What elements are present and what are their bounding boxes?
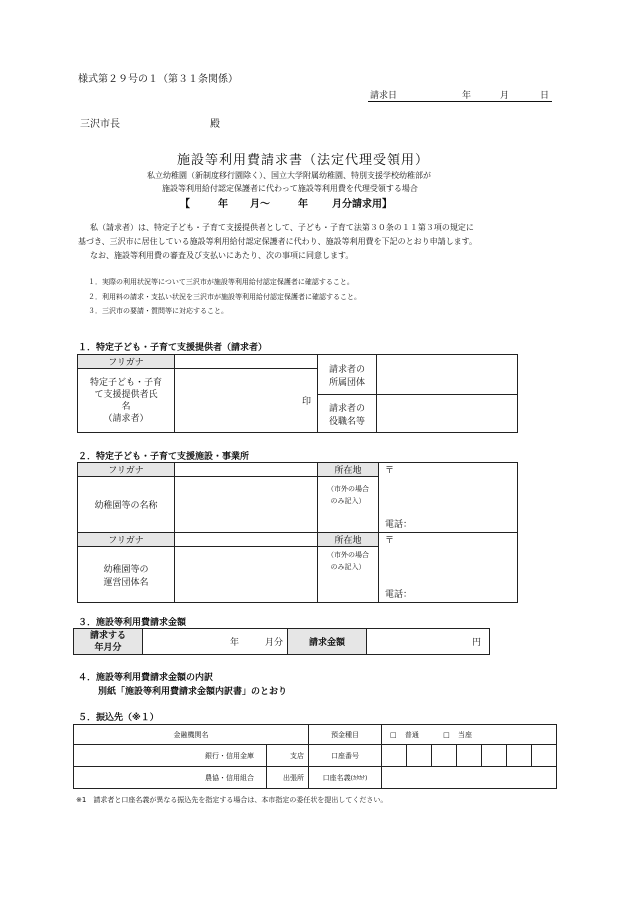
date-year: 年 <box>462 91 472 101</box>
subtitle-line-1: 私立幼稚園（新制度移行園除く）、国立大学附属幼稚園、特別支援学校幼稚部が <box>147 171 431 180</box>
section-4-heading: ４．施設等利用費請求金額の内訳 <box>78 673 214 683</box>
facility-furigana-field[interactable] <box>175 463 318 477</box>
outside-city-note: （市外の場合 のみ記入） <box>318 477 379 533</box>
document-title: 施設等利用費請求書（法定代理受領用） <box>177 153 430 168</box>
intro-line-2: 基づき、三沢市に居住している施設等利用給付認定保護者に代わり、施設等利用費を下記のとおり申請します。 <box>78 237 478 246</box>
provider-name-label: 特定子ども・子育 て支援提供者氏 名 （請求者） <box>78 369 175 433</box>
section-1-heading: １．特定子ども・子育て支援提供者（請求者） <box>78 343 268 353</box>
bank-table <box>73 724 557 789</box>
request-date-line <box>368 88 552 102</box>
org-field[interactable] <box>377 355 518 395</box>
bank-name-header: 金融機関名 <box>74 725 309 745</box>
operator-address-field[interactable] <box>379 533 518 603</box>
account-digit-box[interactable] <box>382 745 407 767</box>
section-2-heading: ２．特定子ども・子育て支援施設・事業所 <box>78 452 250 462</box>
amount-field[interactable] <box>367 629 490 655</box>
breakdown-note: 別紙「施設等利用費請求金額内訳書」のとおり <box>98 687 288 697</box>
agreement-item: ２．利用料の請求・支払い状況を三沢市が施設等利用給付認定保護者に確認すること。 <box>88 293 361 301</box>
operator-furigana-field[interactable] <box>175 533 318 547</box>
date-day: 日 <box>540 91 550 101</box>
agreement-item: ３．三沢市の要請・質問等に対応すること。 <box>88 307 228 315</box>
section-3-heading: ３．施設等利用費請求金額 <box>78 618 187 628</box>
account-digit-box[interactable] <box>507 745 532 767</box>
request-date-label: 請求日 <box>370 91 398 101</box>
facility-table <box>77 462 518 603</box>
facility-furigana-label: フリガナ <box>78 463 175 477</box>
provider-name-field[interactable] <box>175 369 318 433</box>
org-label: 請求者の 所属団体 <box>318 355 377 395</box>
yen-unit: 円 <box>471 638 481 648</box>
furigana-label: フリガナ <box>78 355 175 369</box>
office-label: 出張所 <box>267 767 309 789</box>
period-year-2: 年 <box>298 199 308 210</box>
provider-table <box>77 354 518 433</box>
operator-name-label: 幼稚園等の 運営団体名 <box>78 547 175 603</box>
deposit-type-options[interactable] <box>382 725 557 745</box>
amount-table <box>73 628 490 655</box>
facility-address-label: 所在地 <box>318 463 379 477</box>
billing-month-label: 請求する 年月分 <box>74 629 143 655</box>
current-label: 当座 <box>457 730 472 739</box>
billing-period <box>180 195 392 210</box>
account-name-field[interactable] <box>382 767 557 789</box>
period-open-bracket: 【 <box>180 199 190 210</box>
deposit-type-label: 預金種目 <box>309 725 382 745</box>
date-month: 月 <box>500 91 510 101</box>
account-name-label: 口座名義(ｶﾀｶﾅ) <box>309 767 382 789</box>
bank-type-label: 銀行・信用金庫 <box>74 745 267 767</box>
ordinary-label: 普通 <box>404 730 419 739</box>
furigana-field[interactable] <box>175 355 318 369</box>
branch-label: 支店 <box>267 745 309 767</box>
account-digit-box[interactable] <box>457 745 482 767</box>
period-month-2: 月分請求用】 <box>332 199 392 210</box>
section-5-heading: ５．振込先（※１） <box>78 713 159 723</box>
account-digit-box[interactable] <box>482 745 507 767</box>
operator-address-label: 所在地 <box>318 533 379 547</box>
current-checkbox[interactable]: □ <box>443 730 450 739</box>
account-digit-box[interactable] <box>407 745 432 767</box>
intro-line-1: 私（請求者）は、特定子ども・子育て支援提供者として、子ども・子育て法第３０条の１１第３項の規定に <box>90 223 474 232</box>
outside-city-note: （市外の場合 のみ記入） <box>318 547 379 603</box>
operator-phone-label: 電話： <box>385 590 413 600</box>
account-number-label: 口座番号 <box>309 745 382 767</box>
postal-mark: 〒 <box>385 466 395 476</box>
amount-label: 請求金額 <box>288 629 367 655</box>
facility-name-field[interactable] <box>175 477 318 533</box>
intro-line-3: なお、施設等利用費の審査及び支払いにあたり、次の事項に同意します。 <box>90 251 354 260</box>
honorific: 殿 <box>210 119 220 130</box>
facility-name-label: 幼稚園等の名称 <box>78 477 175 533</box>
account-digit-box[interactable] <box>532 745 557 767</box>
postal-mark: 〒 <box>385 536 395 546</box>
agri-type-label: 農協・信用組合 <box>74 767 267 789</box>
period-month-1: 月〜 <box>250 199 270 210</box>
form-number: 様式第２９号の１（第３１条関係） <box>78 74 238 85</box>
account-digit-box[interactable] <box>432 745 457 767</box>
addressee: 三沢市長 <box>80 119 120 130</box>
facility-address-field[interactable] <box>379 463 518 533</box>
agreement-item: １．実際の利用状況等について三沢市が施設等利用給付認定保護者に確認すること。 <box>88 278 354 286</box>
operator-furigana-label: フリガナ <box>78 533 175 547</box>
subtitle-line-2: 施設等利用給付認定保護者に代わって施設等利用費を代理受領する場合 <box>162 184 418 193</box>
position-field[interactable] <box>377 395 518 433</box>
period-year-1: 年 <box>218 199 228 210</box>
seal-mark: 印 <box>301 397 311 407</box>
footnote: ※1 請求者と口座名義が異なる振込先を指定する場合は、本市指定の委任状を提出してください。 <box>76 796 388 804</box>
position-label: 請求者の 役職名等 <box>318 395 377 433</box>
facility-phone-label: 電話： <box>385 520 413 530</box>
billing-month-field[interactable]: 年 月分 <box>143 629 288 655</box>
ordinary-checkbox[interactable]: □ <box>390 730 397 739</box>
operator-name-field[interactable] <box>175 547 318 603</box>
